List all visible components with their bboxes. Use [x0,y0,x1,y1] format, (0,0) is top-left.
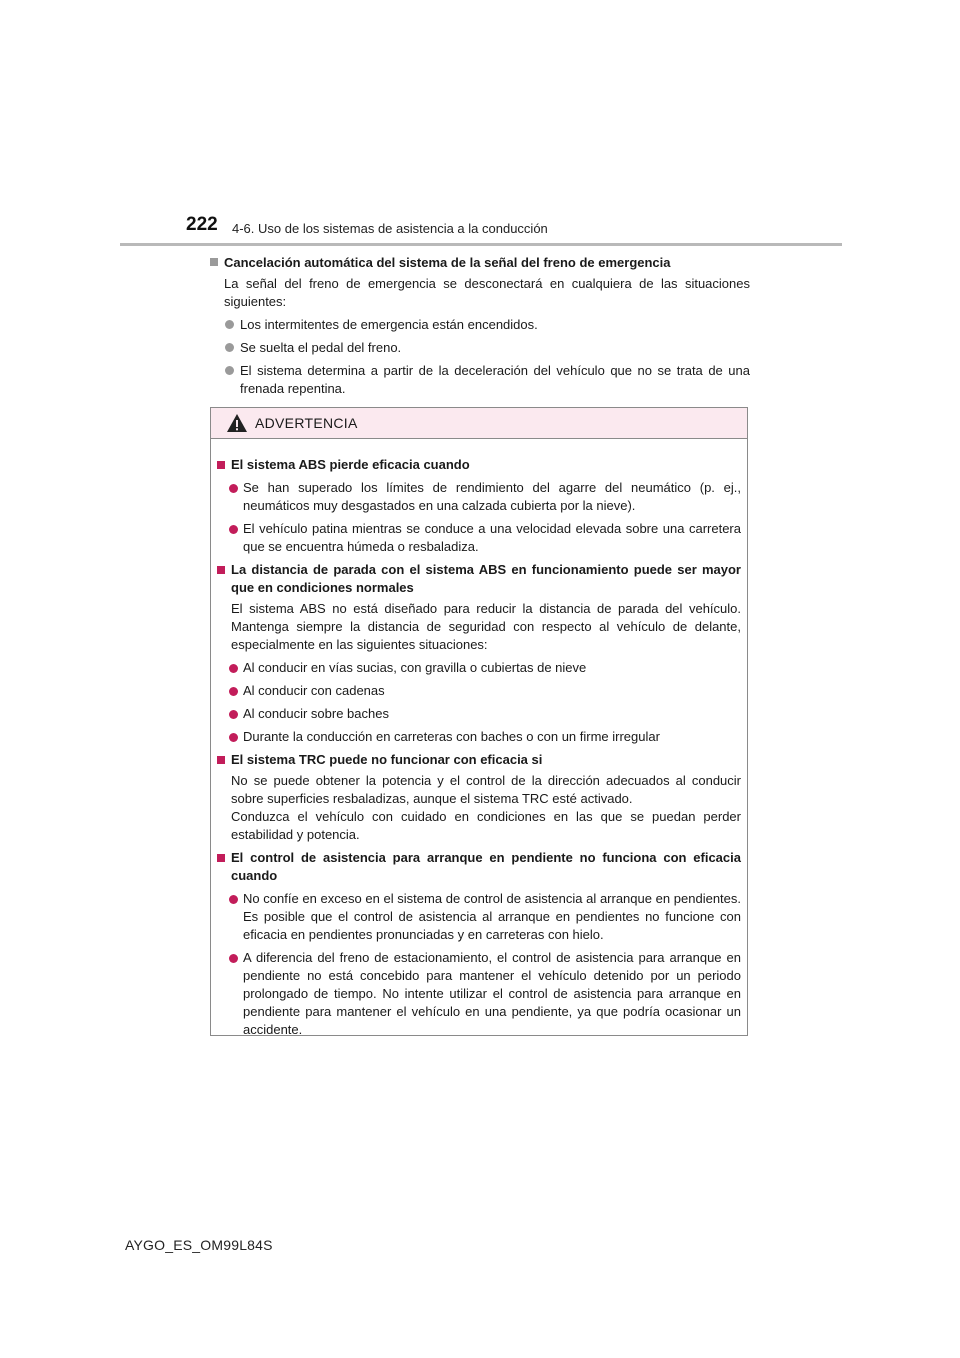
warning-paragraph: No se puede obtener la potencia y el control de la dirección adecuados al conducir sobre superficies resbaladizas, aunque el sistema TRC esté activado. [231,773,741,806]
dot-bullet-icon [229,733,238,742]
list-item [217,890,741,944]
list-item-text: El vehículo patina mientras se conduce a una velocidad elevada sobre una carretera que se encuentra húmeda o resbaladiza. [243,521,741,554]
list-item-text: Al conducir en vías sucias, con gravilla o cubiertas de nieve [243,660,587,675]
square-bullet-icon [217,854,225,862]
intro-paragraph: La señal del freno de emergencia se desconectará en cualquiera de las situaciones siguientes: [224,276,750,309]
list-item [217,659,741,677]
list-item [217,949,741,1039]
warning-paragraph: Conduzca el vehículo con cuidado en condiciones en las que se puedan perder estabilidad y potencia. [231,809,741,842]
intro-heading [210,254,750,272]
warning-label: ADVERTENCIA [255,415,358,431]
warning-heading-text: La distancia de parada con el sistema ABS en funcionamiento puede ser mayor que en condiciones normales [231,562,741,595]
warning-heading-text: El sistema ABS pierde eficacia cuando [231,457,470,472]
list-item [217,705,741,723]
square-bullet-icon [217,461,225,469]
warning-header [211,408,747,439]
dot-bullet-icon [225,343,234,352]
intro-heading-text: Cancelación automática del sistema de la señal del freno de emergencia [224,255,671,270]
list-item [217,728,741,746]
warning-heading [217,751,741,769]
dot-bullet-icon [225,320,234,329]
dot-bullet-icon [229,664,238,673]
warning-heading [217,561,741,597]
list-item-text: Se suelta el pedal del freno. [240,340,402,355]
warning-heading [217,456,741,474]
list-item [210,339,750,357]
list-item-text: Los intermitentes de emergencia están encendidos. [240,317,538,332]
warning-triangle-icon [226,413,248,438]
dot-bullet-icon [229,895,238,904]
list-item-text: Se han superado los límites de rendimiento del agarre del neumático (p. ej., neumáticos muy desgastados en una calzada cubierta por la nieve). [243,480,741,513]
header-rule [120,243,842,246]
page-number: 222 [186,214,218,235]
warning-heading-text: El control de asistencia para arranque en pendiente no funciona con eficacia cuando [231,850,741,883]
list-item [210,316,750,334]
document-code: AYGO_ES_OM99L84S [125,1237,273,1253]
square-bullet-icon [217,566,225,574]
dot-bullet-icon [229,710,238,719]
warning-heading-text: El sistema TRC puede no funcionar con eficacia si [231,752,543,767]
list-item-text: No confíe en exceso en el sistema de control de asistencia al arranque en pendientes. Es posible que el control de asistencia al arranque en pendientes no funcione con eficacia en pendientes pronunciadas y en carreteras con hielo. [243,891,741,942]
list-item [217,682,741,700]
dot-bullet-icon [229,954,238,963]
dot-bullet-icon [229,484,238,493]
section-title: 4-6. Uso de los sistemas de asistencia a la conducción [232,221,548,236]
square-bullet-icon [217,756,225,764]
list-item-text: Durante la conducción en carreteras con baches o con un firme irregular [243,729,660,744]
list-item-text: El sistema determina a partir de la deceleración del vehículo que no se trata de una frenada repentina. [240,363,750,396]
list-item-text: A diferencia del freno de estacionamiento, el control de asistencia para arranque en pendiente no está concebido para mantener el vehículo detenido por un periodo prolongado de tiempo. No intente utilizar el control de asistencia para arranque en pendiente para mantener el vehículo en una pendiente, ya que podría ocasionar un accidente. [243,950,741,1037]
list-item [217,479,741,515]
dot-bullet-icon [229,687,238,696]
dot-bullet-icon [225,366,234,375]
square-bullet-icon [210,258,218,266]
list-item [217,520,741,556]
list-item [210,362,750,398]
warning-paragraph: El sistema ABS no está diseñado para reducir la distancia de parada del vehículo. Mantenga siempre la distancia de seguridad con respecto al vehículo de delante, especialmente en las siguientes situaciones: [231,601,741,652]
list-item-text: Al conducir sobre baches [243,706,389,721]
warning-box [210,407,748,1036]
list-item-text: Al conducir con cadenas [243,683,385,698]
dot-bullet-icon [229,525,238,534]
warning-heading [217,849,741,885]
warning-body [211,439,747,1039]
intro-section [210,254,750,398]
